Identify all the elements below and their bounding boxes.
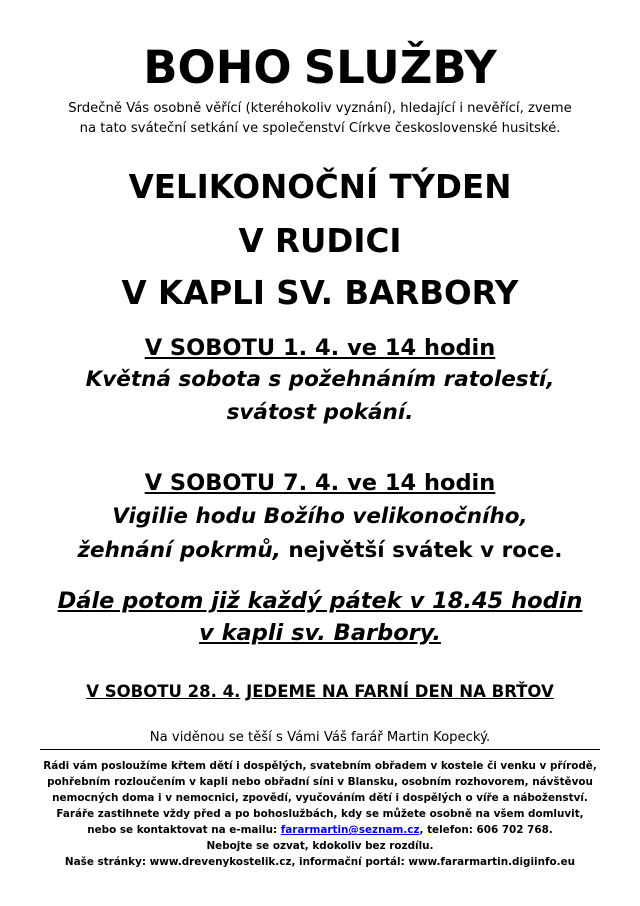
invitation-line-2: na tato sváteční setkání ve společenství Církve československé husitské.	[79, 121, 561, 136]
event-2-line-1: Vigilie hodu Božího velikonočního,	[112, 504, 528, 529]
footer-info	[0, 758, 640, 870]
headline-line-3: V KAPLI SV. BARBORY	[121, 274, 519, 312]
fridays-line-2: v kapli sv. Barbory.	[199, 620, 441, 646]
footer-email-prefix: nebo se kontaktovat na e-mailu:	[87, 824, 281, 836]
event-2-line-2-italic: žehnání pokrmů,	[77, 538, 281, 563]
footer-line-7: Naše stránky: www.drevenykostelik.cz, informační portál: www.fararmartin.digiinfo.eu	[64, 856, 576, 868]
fridays-line-1: Dále potom již každý pátek v 18.45 hodin	[57, 588, 583, 614]
event-2-line-2-plain: největší svátek v roce.	[280, 538, 563, 563]
title-word-1: BOHO	[143, 41, 292, 94]
event-2-line-2	[0, 536, 640, 566]
event-1-line-2: svátost pokání.	[226, 400, 414, 425]
greeting: Na viděnou se těší s Vámi Váš farář Martin Kopecký.	[149, 730, 491, 745]
trip-text: JEDEME NA FARNÍ DEN NA BRŤOV	[246, 682, 554, 701]
footer-line-6: Nebojte se ozvat, kdokoliv bez rozdílu.	[206, 840, 434, 852]
headline-line-1: VELIKONOČNÍ TÝDEN	[128, 168, 512, 206]
event-1-heading: V SOBOTU 1. 4. ve 14 hodin	[144, 335, 496, 361]
title-word-2: SLUŽBY	[303, 41, 497, 94]
poster-title	[0, 40, 640, 96]
event-2-heading: V SOBOTU 7. 4. ve 14 hodin	[144, 470, 496, 496]
trip-announcement	[0, 680, 640, 704]
event-1-line-1: Květná sobota s požehnáním ratolestí,	[85, 367, 555, 392]
footer-line-3: nemocných doma i v nemocnici, zpovědí, vyučováním dětí i dospělých o víře a náboženství.	[52, 792, 588, 804]
footer-phone: , telefon: 606 702 768.	[419, 824, 553, 836]
invitation-text	[0, 99, 640, 139]
trip-date: V SOBOTU 28. 4.	[86, 682, 241, 701]
footer-line-4: Faráře zastihnete vždy před a po bohoslužbách, kdy se můžete osobně na všem domluvit,	[56, 808, 584, 820]
divider	[40, 749, 600, 750]
footer-line-5	[0, 822, 640, 838]
email-link[interactable]: fararmartin@seznam.cz	[280, 824, 420, 836]
headline-line-2: V RUDICI	[238, 222, 402, 260]
footer-line-1: Rádi vám posloužíme křtem dětí i dospělých, svatebním obřadem v kostele či venku v přírodě,	[43, 760, 597, 772]
invitation-line-1: Srdečně Vás osobně věřící (kteréhokoliv vyznání), hledající i nevěřící, zveme	[68, 101, 572, 116]
footer-line-2: pohřebním rozloučením v kapli nebo obřadní síni v Blansku, osobním rozhovorem, návštěvou	[47, 776, 593, 788]
